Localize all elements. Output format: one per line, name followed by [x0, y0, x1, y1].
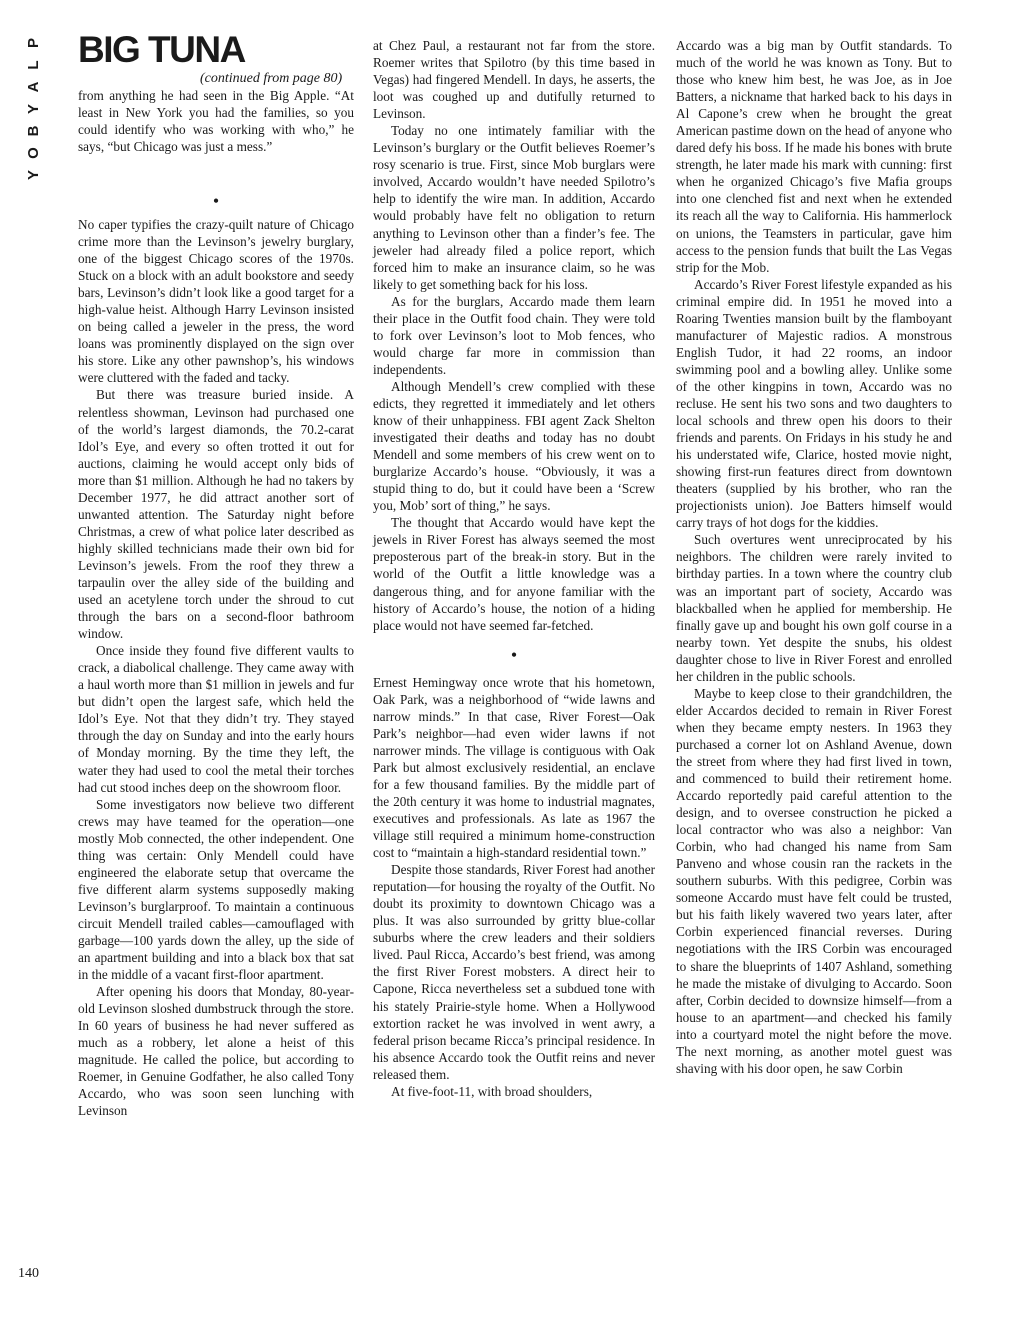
article-headline: BIG TUNA: [78, 29, 245, 70]
paragraph: Accardo was a big man by Outfit standards. To much of the world he was known as Tony. But to those who knew him best, he was Joe, as in Joe Batters, a nickname that harked back to his days in Al Capone’s crew when he brought the great American pastime down on the head of anyone who dared defy his boss. If he made his bones with brute strength, he later made his mark with cunning: first when he organized Chicago’s five Mafia groups into one clenched fist and next when he extended its reach all the way to California. His hammerlock on unions, the Teamsters in particular, gave him access to the pension funds that built the Las Vegas strip for the Mob.: [676, 38, 952, 275]
paragraph: Maybe to keep close to their grandchildren, the elder Accardos decided to remain in River Forest when they became empty nesters. In 1963 they purchased a corner lot on Ashland Avenue, down the street from where they had first lived in town, and commenced to build their retirement home. Accardo reportedly paid careful attention to the design, and to oversee construction he picked a local contractor who was also a neighbor: Van Corbin, who had changed his name from Sam Panveno and whose cousin ran the rackets in the southern suburbs. With this pedigree, Corbin was someone Accardo must have felt could be trusted, but his faith likely wavered two years later, after Corbin experienced financial reverses. During negotiations with the IRS Corbin was encouraged to share the blueprints of 1407 Ashland, something he made the mistake of divulging to Accardo. Soon after, Corbin decided to downsize himself—from a house to an apartment—and checked his family into a courtyard motel the night before the move. The next morning, as another motel guest was shaving with his door open, he saw Corbin: [676, 685, 952, 1076]
continued-note: (continued from page 80): [200, 71, 343, 86]
section-separator: •: [212, 191, 220, 211]
brand-letter: P: [25, 38, 42, 49]
paragraph: Today no one intimately familiar with the Levinson’s burglary or the Outfit believes Roemer’s rosy scenario is true. First, since Mob burglars were involved, Accardo wouldn’t have needed Spilotro’s help to identify the wire man. In addition, Accardo would probably have felt no obligation to return anything to Levinson other than a finder’s fee. The jeweler had already filed a police report, which forced him to make an insurance claim, so he was likely to get something back for his loss.: [373, 123, 655, 292]
paragraph: Accardo’s River Forest lifestyle expanded as his criminal empire did. In 1951 he moved into a Roaring Twenties mansion built by the flamboyant manufacturer of Majestic radios. A monstrous English Tudor, it had 22 rooms, an indoor swimming pool and a bowling alley. Unlike some of the other kingpins in town, Accardo was no recluse. He sent his two sons and two daughters to local schools and threw open his doors to their friends and parents. On Fridays in his study he and his understated wife, Clarice, hosted movie night, showing first-run features direct from downtown theaters (supplied by his brother, who ran the projectionists union). Joe Batters himself would carry trays of hot dogs for the kiddies.: [676, 276, 952, 531]
brand-letter: Y: [25, 104, 42, 115]
brand-letter: Y: [25, 170, 42, 181]
section-separator: •: [510, 644, 518, 665]
paragraph: Despite those standards, River Forest had another reputation—for housing the royalty of the Outfit. No doubt its proximity to downtown Chicago was a plus. It was also surrounded by gritty blue-collar suburbs where the crew leaders and their soldiers lived. Paul Ricca, Accardo’s best friend, was among the first River Forest mobsters. A direct heir to Capone, Ricca nevertheless set a subdued tone with his stately Prairie-style home. When a Hollywood extortion racket he was involved in went awry, a federal prison became Ricca’s principal residence. In his absence Accardo took the Outfit reins and never released them.: [373, 862, 655, 1082]
paragraph: from anything he had seen in the Big Apple. “At least in New York you had the families, so you could identify who was working with who,” he says, “but Chicago was just a mess.”: [78, 88, 354, 155]
page-number: 140: [18, 1266, 39, 1281]
brand-letter: A: [25, 81, 42, 93]
brand-letter: B: [25, 125, 42, 137]
paragraph: After opening his doors that Monday, 80-year-old Levinson sloshed dumbstruck through the store. In 60 years of business he had never suffered as much as a robbery, let alone a heist of this magnitude. He called the police, but according to Roemer, in Genuine Godfather, he also called Tony Accardo, who was soon seen lunching with Levinson: [78, 984, 354, 1119]
paragraph: At five-foot-11, with broad shoulders,: [391, 1083, 593, 1099]
brand-letter: O: [25, 147, 42, 159]
column-1-intro: [78, 87, 354, 155]
paragraph: Ernest Hemingway once wrote that his hometown, Oak Park, was a neighborhood of “wide lawns and narrow minds.” In that case, River Forest—Oak Park’s neighbor—had even wider lawns if not narrower minds. The village is contiguous with Oak Park but almost exclusively residential, an enclave for a few thousand families. By the middle part of the 20th century it was home to industrial magnates, executives and professionals. As late as 1967 the village still required a minimum home-construction cost to “maintain a high-standard residential town.”: [373, 674, 655, 861]
paragraph: But there was treasure buried inside. A relentless showman, Levinson had purchased one of the world’s largest diamonds, the 70.2-carat Idol’s Eye, and every so often trotted it out for auctions, claiming he would accept only bids of more than $1 million. Although he had no takers by December 1977, he did attract another sort of unwanted attention. The Saturday night before Christmas, a crew of what police later described as highly skilled technicians made their own bid for Levinson’s jewels. From the roof they threw a tarpaulin over the alley side of the building and used an acetylene torch under the shroud to cut through the bars on a second-floor bathroom window.: [78, 387, 354, 642]
magazine-brand-vertical: [22, 32, 46, 186]
paragraph: No caper typifies the crazy-quilt nature of Chicago crime more than the Levinson’s jewelry burglary, one of the biggest Chicago scores of the 1970s. Stuck on a block with an adult bookstore and seedy bars, Levinson’s didn’t look like a good target for a high-value heist. Although Harry Levinson insisted on being called a jeweler in the press, the word loans was prominently displayed on the sign over his store. Like any other pawnshop’s, his windows were cluttered with the faded and tacky.: [78, 217, 354, 386]
paragraph: Once inside they found five different vaults to crack, a diabolical challenge. They came away with a haul worth more than $1 million in jewels and fur but didn’t open the largest safe, which held the Idol’s Eye. Not that they didn’t try. They stayed through the day on Sunday and into the early hours of Monday morning. By the time they left, the water they had used to cool the metal their torches had cut stood inches deep on the showroom floor.: [78, 643, 354, 795]
column-1: [78, 216, 354, 1119]
paragraph: Some investigators now believe two different crews may have teamed for the operation—one mostly Mob connected, the other independent. One thing was certain: Only Mendell could have engineered the elaborate setup that overcame the five different alarm systems supposedly making Levinson’s burglarproof. To maintain a continuous circuit Mendell trailed cables—camouflaged with garbage—100 yards down the alley, up the side of an apartment building and into a black box that sat in the middle of a vacant first-floor apartment.: [78, 796, 354, 983]
paragraph: The thought that Accardo would have kept the jewels in River Forest has always seemed the most preposterous part of the break-in story. But in the world of the Outfit a little knowledge was a dangerous thing, and for anyone familiar with the history of Accardo’s house, the notion of a hiding place would not have seemed far-fetched.: [373, 515, 655, 633]
column-3: [676, 37, 952, 1077]
paragraph: at Chez Paul, a restaurant not far from the store. Roemer writes that Spilotro (by this time based in Vegas) had fingered Mendell. In days, he asserts, the loot was coughed up and dutifully returned to Levinson.: [373, 38, 655, 122]
paragraph: Such overtures went unreciprocated by his neighbors. The children were rarely invited to birthday parties. In a town where the country club was an important part of society, Accardo was blackballed when he applied for membership. He finally gave up and bought his own golf course in a nearby town. Yet despite the snubs, his oldest daughter chose to live in River Forest and enrolled her children in the public schools.: [676, 532, 952, 684]
column-2: [373, 37, 655, 1100]
paragraph: Although Mendell’s crew complied with these edicts, they regretted it immediately and let others know of their unhappiness. FBI agent Zack Shelton investigated their deaths and today has no doubt Mendell and some members of his crew went on to burglarize Accardo’s house. “Obviously, it was a stupid thing to do, but it could have been a ‘Screw you, Mob’ sort of thing,” he says.: [373, 378, 655, 514]
paragraph: As for the burglars, Accardo made them learn their place in the Outfit food chain. They were told to fork over Levinson’s loot to Mob fences, who would charge far more in commission than independents.: [373, 293, 655, 377]
brand-letter: L: [25, 60, 42, 70]
